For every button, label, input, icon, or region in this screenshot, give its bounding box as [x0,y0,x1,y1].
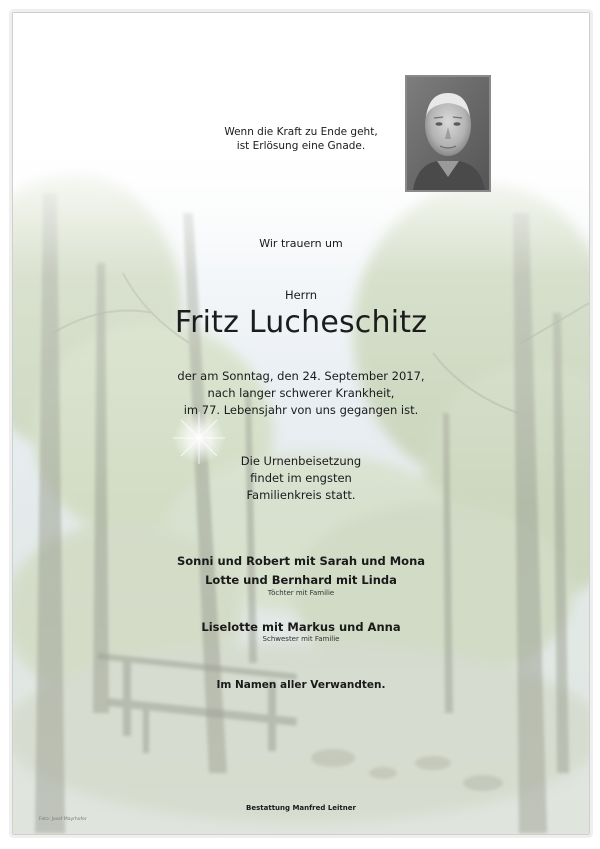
salutation: Herrn [284,288,318,302]
intro-text: Wir trauern um [259,237,343,250]
funeral-line-2: findet im engsten [250,471,352,485]
deceased-name: Fritz Lucheschitz [174,305,428,340]
mourner-names: Liselotte mit Markus und Anna [201,620,401,634]
portrait-photo [405,75,491,192]
motto-line-2: ist Erlösung eine Gnade. [236,140,366,152]
details-line-3: im 77. Lebensjahr von uns gegangen ist. [183,403,419,417]
funeral-notice [13,453,589,504]
undertaker-name: Bestattung Manfred Leitner [246,804,356,812]
mourner-relation: Schwester mit Familie [262,635,340,643]
details-line-2: nach langer schwerer Krankheit, [207,386,395,400]
funeral-line-1: Die Urnenbeisetzung [240,454,362,468]
mourner-relation: Töchter mit Familie [267,589,335,597]
death-details [13,368,589,419]
funeral-line-3: Familienkreis statt. [246,488,356,502]
mourner-names: Lotte und Bernhard mit Linda [205,573,397,587]
mourner-names: Sonni und Robert mit Sarah und Mona [176,554,426,568]
motto-line-1: Wenn die Kraft zu Ende geht, [224,126,378,138]
photo-credit: Foto: Josef Mayrhofer [39,817,87,822]
details-line-1: der am Sonntag, den 24. September 2017, [177,369,425,383]
closing-line: Im Namen aller Verwandten. [216,679,386,691]
motto [13,125,589,153]
page-frame [12,12,590,835]
